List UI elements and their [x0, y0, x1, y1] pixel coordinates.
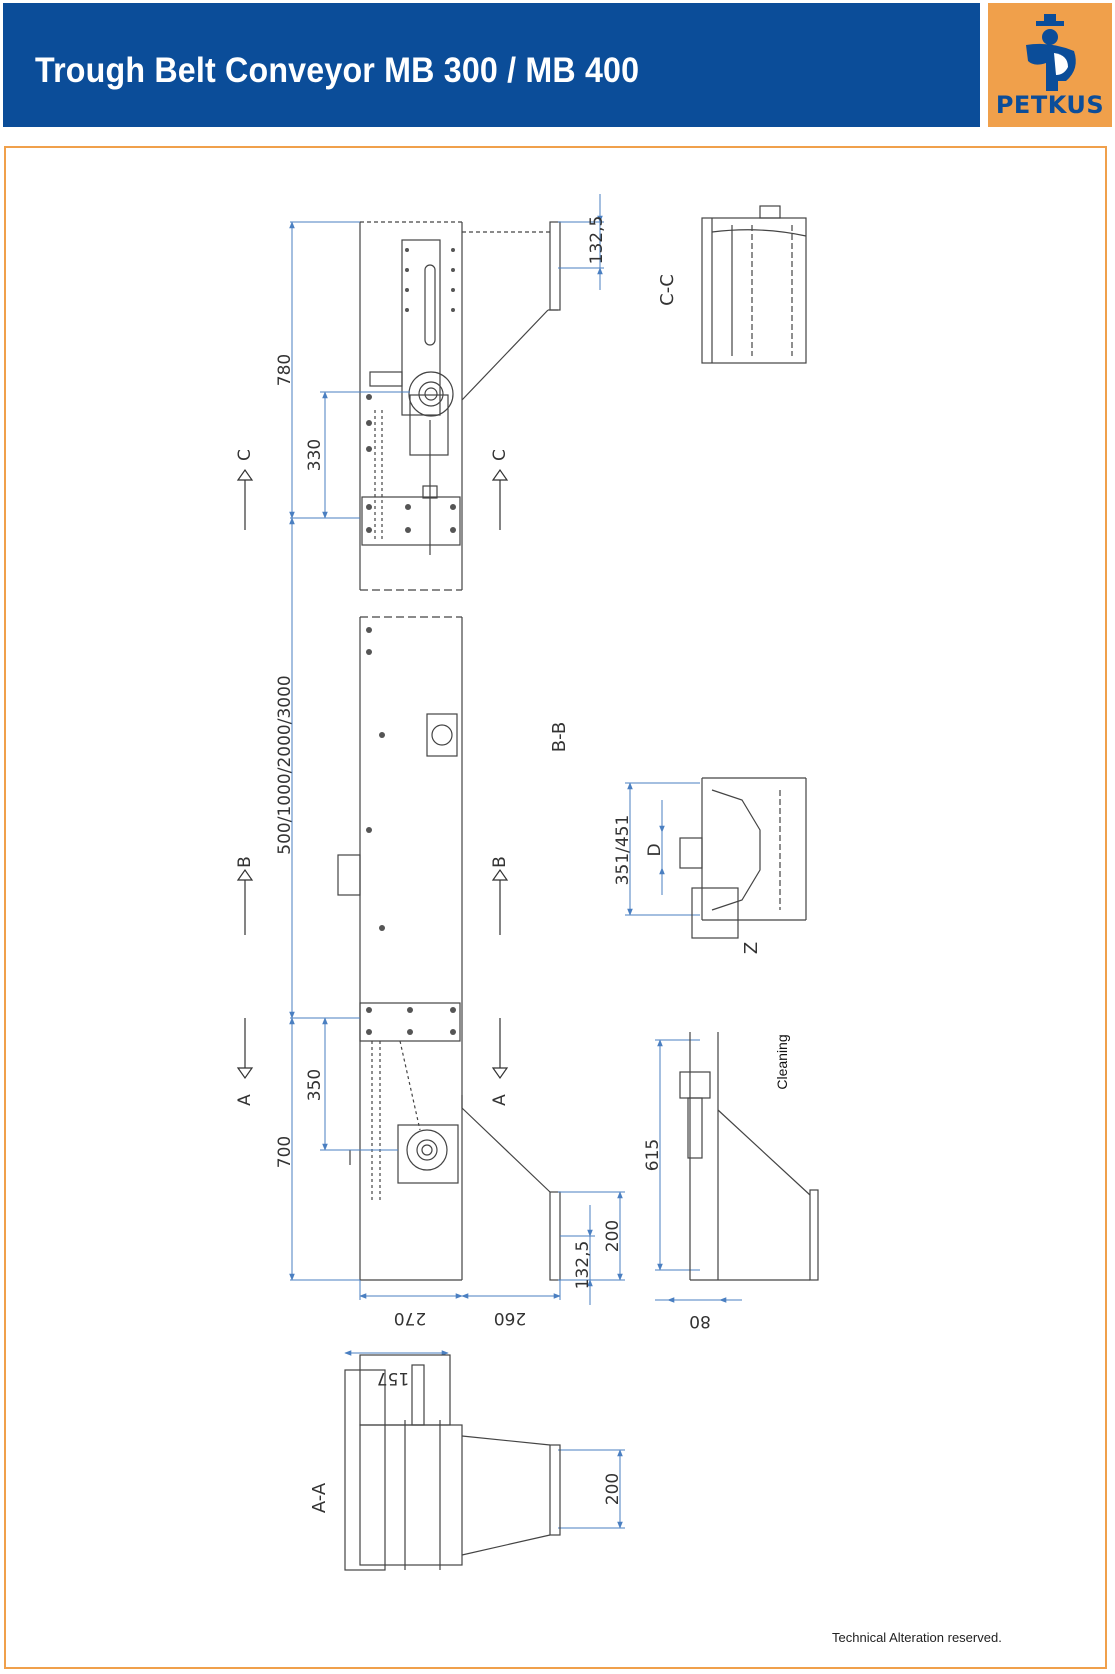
dim-350: 350	[305, 1068, 325, 1102]
section-bb-label: B-B	[549, 721, 570, 753]
dim-351-451: 351/451	[613, 814, 633, 886]
conveyor-top-section	[360, 222, 560, 590]
dim-270: 270	[393, 1308, 427, 1328]
cleaning-side-view	[680, 1032, 818, 1280]
section-aa-label: A-A	[309, 1482, 330, 1514]
section-a-right: A	[490, 1094, 510, 1106]
dim-length: 500/1000/2000/3000	[275, 675, 295, 855]
detail-z-label: Z	[741, 941, 762, 955]
section-cc-label: C-C	[657, 274, 678, 306]
dim-260: 260	[493, 1308, 527, 1328]
logo-text: PETKUS	[995, 91, 1105, 119]
dim-780: 780	[275, 353, 295, 387]
section-c-left: C	[235, 449, 255, 461]
cleaning-label: Cleaning	[774, 1034, 790, 1090]
dim-157: 157	[376, 1368, 410, 1388]
dim-80: 80	[689, 1311, 711, 1331]
dim-330: 330	[305, 438, 325, 472]
conveyor-middle-section	[338, 617, 462, 1280]
dim-615: 615	[643, 1138, 663, 1172]
section-a-left: A	[235, 1094, 255, 1106]
page-title: Trough Belt Conveyor MB 300 / MB 400	[35, 51, 640, 90]
conveyor-bottom-section	[350, 1095, 560, 1280]
section-b-right: B	[490, 856, 510, 868]
section-bb-view	[680, 778, 806, 938]
section-b-left: B	[235, 856, 255, 868]
bolt-heads-middle	[366, 627, 456, 1035]
section-c-right: C	[490, 449, 510, 461]
dim-132-5-bottom: 132,5	[573, 1240, 593, 1290]
section-cc-view	[702, 206, 806, 363]
dim-d: D	[645, 843, 665, 857]
dim-132-5-top: 132,5	[587, 215, 607, 265]
dim-200-aa: 200	[603, 1472, 623, 1506]
technical-note: Technical Alteration reserved.	[832, 1630, 1002, 1645]
dim-700: 700	[275, 1135, 295, 1169]
dim-200-right: 200	[603, 1219, 623, 1253]
